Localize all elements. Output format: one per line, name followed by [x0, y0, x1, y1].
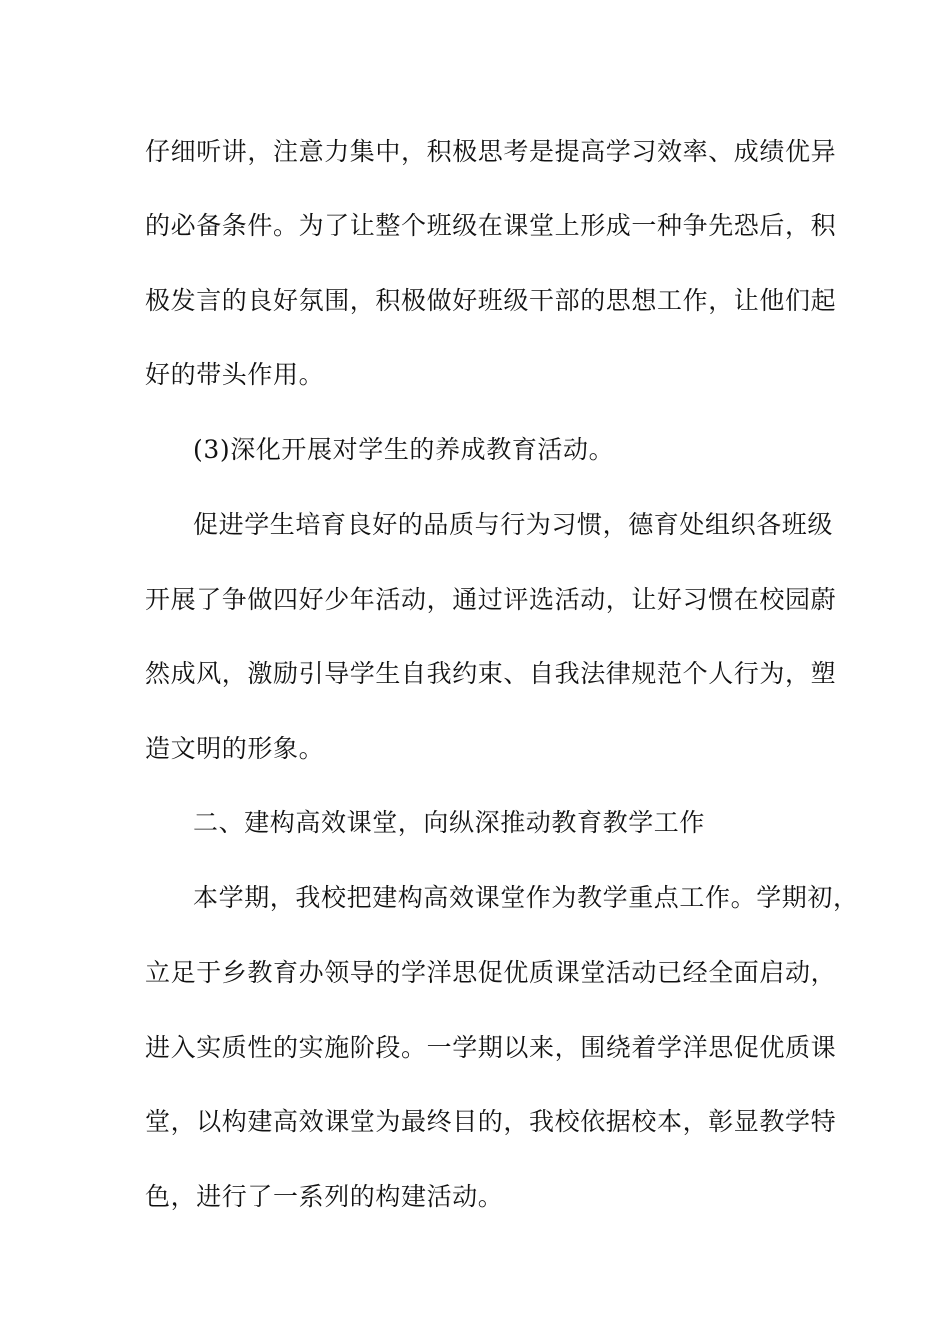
text-line: 立足于乡教育办领导的学洋思促优质课堂活动已经全面启动， [145, 958, 837, 987]
text-line: 好的带头作用。 [145, 360, 325, 389]
text-line: 的必备条件。为了让整个班级在课堂上形成一种争先恐后，积 [145, 211, 837, 240]
text-line: 进入实质性的实施阶段。一学期以来，围绕着学洋思促优质课 [145, 1033, 837, 1062]
paragraph-start: 本学期，我校把建构高效课堂作为教学重点工作。学期初， [193, 883, 859, 912]
paragraph-start: 促进学生培育良好的品质与行为习惯，德育处组织各班级 [193, 510, 834, 539]
text-line: 开展了争做四好少年活动，通过评选活动，让好习惯在校园蔚 [145, 585, 837, 614]
section-heading: 二、建构高效课堂，向纵深推动教育教学工作 [193, 808, 706, 837]
text-line: 造文明的形象。 [145, 734, 325, 763]
section-heading: (3)深化开展对学生的养成教育活动。 [193, 435, 615, 464]
text-line: 堂，以构建高效课堂为最终目的，我校依据校本，彰显教学特 [145, 1107, 837, 1136]
text-line: 色，进行了一系列的构建活动。 [145, 1182, 504, 1211]
text-line: 极发言的良好氛围，积极做好班级干部的思想工作，让他们起 [145, 286, 837, 315]
text-line: 仔细听讲，注意力集中，积极思考是提高学习效率、成绩优异 [145, 137, 837, 166]
text-line: 然成风，激励引导学生自我约束、自我法律规范个人行为，塑 [145, 659, 837, 688]
